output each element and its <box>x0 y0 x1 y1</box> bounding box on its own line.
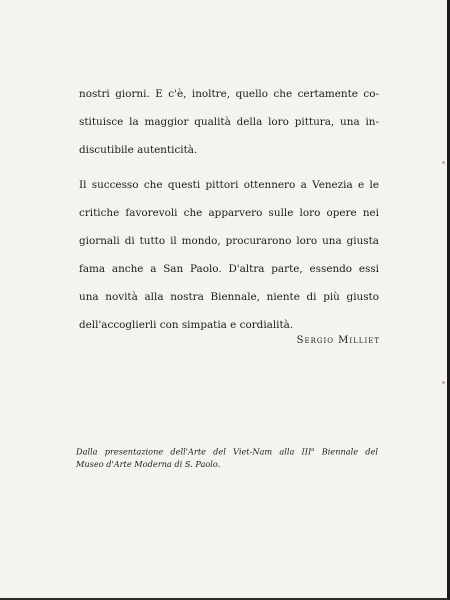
author-signature: Sergio Milliet <box>296 335 380 346</box>
text-line: dell'accoglierli con simpatia e cordialità. <box>79 319 294 331</box>
paper-speck <box>442 381 445 384</box>
caption-text: Biennale del <box>314 446 378 457</box>
paragraph-2 <box>79 171 379 339</box>
source-caption <box>76 444 378 470</box>
text-line: critiche favorevoli che apparvero sulle loro opere nei <box>79 207 379 219</box>
ordinal-suffix: a <box>311 447 315 453</box>
text-line: Il successo che questi pittori ottennero a Venezia e le <box>79 179 379 191</box>
text-line: una novità alla nostra Biennale, niente di più giusto <box>79 291 379 303</box>
caption-line-1 <box>76 444 378 458</box>
text-line: fama anche a San Paolo. D'altra parte, essendo essi <box>79 263 379 275</box>
text-line: discutibile autenticità. <box>79 144 198 156</box>
text-line: stituisce la maggior qualità della loro pittura, una in- <box>79 116 379 128</box>
caption-text: Dalla presentazione dell'Arte del Viet-Nam alla III <box>76 446 312 457</box>
text-line: nostri giorni. E c'è, inoltre, quello che certamente co- <box>79 88 379 100</box>
paper-speck <box>442 161 445 164</box>
text-line: giornali di tutto il mondo, procurarono loro una giusta <box>79 235 379 247</box>
caption-line-2: Museo d'Arte Moderna di S. Paolo. <box>76 458 221 469</box>
paragraph-1 <box>79 80 379 164</box>
